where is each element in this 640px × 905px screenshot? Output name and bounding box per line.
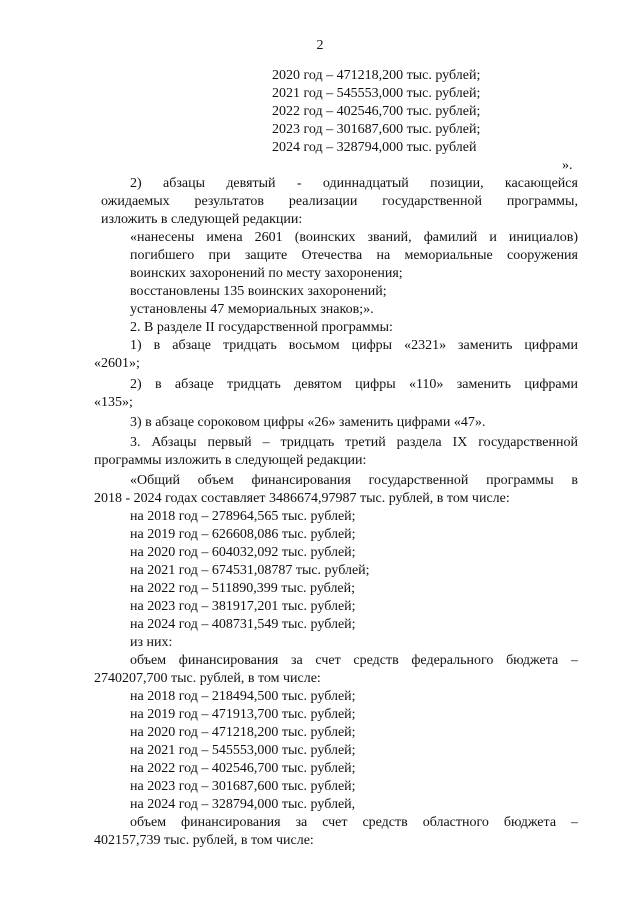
quote-line4: восстановлены 135 воинских захоронений; [130, 284, 387, 299]
word: программы, [506, 194, 578, 209]
word: позиции, [430, 176, 484, 191]
word: фамилий [423, 230, 478, 245]
word: программы [486, 473, 554, 488]
word: объем [130, 653, 167, 668]
word: сооружения [507, 248, 578, 263]
top-year-line: 2020 год – 471218,200 тыс. рублей; [272, 68, 481, 83]
word: IX [452, 435, 468, 450]
word: областного [422, 815, 489, 830]
word: ожидаемых [101, 194, 170, 209]
section2-title: 2. В разделе II государственной программы: [130, 320, 393, 335]
total-year-line: на 2018 год – 278964,565 тыс. рублей; [130, 509, 356, 524]
word: на [376, 248, 391, 263]
total-year-line: на 2022 год – 511890,399 тыс. рублей; [130, 581, 356, 596]
word: инициалов) [508, 230, 578, 245]
item2-line1 [130, 175, 578, 193]
word: восьмом [288, 338, 340, 353]
quote-line2 [130, 247, 578, 265]
word: тридцать [280, 435, 335, 450]
word: счет [322, 815, 348, 830]
item2-line3: изложить в следующей редакции: [101, 212, 303, 227]
word: заменить [456, 377, 512, 392]
section3-line2: программы изложить в следующей редакции: [94, 453, 367, 468]
word: третий [345, 435, 386, 450]
word: объем [130, 815, 167, 830]
word: федерального [411, 653, 494, 668]
federal-year-line: на 2020 год – 471218,200 тыс. рублей; [130, 725, 356, 740]
word: званий, [367, 230, 412, 245]
total-year-line: на 2021 год – 674531,08787 тыс. рублей; [130, 563, 370, 578]
word: заменить [458, 338, 513, 353]
total-year-line: на 2019 год – 626608,086 тыс. рублей; [130, 527, 356, 542]
word: защите [244, 248, 288, 263]
word: реализации [288, 194, 358, 209]
federal-line1 [130, 652, 578, 670]
word: абзацы [163, 176, 205, 191]
word: за [290, 653, 303, 668]
word: при [208, 248, 231, 263]
quote-line3: воинских захоронений по месту захоронения; [130, 266, 403, 281]
word: государственной [382, 194, 482, 209]
word: девятом [294, 377, 342, 392]
top-year-line: 2021 год – 545553,000 тыс. рублей; [272, 86, 481, 101]
word: «2321» [404, 338, 447, 353]
federal-year-line: на 2022 год – 402546,700 тыс. рублей; [130, 761, 356, 776]
word: - [296, 176, 302, 191]
word: одиннадцатый [322, 176, 409, 191]
word: и [489, 230, 497, 245]
word: цифрами [524, 338, 578, 353]
regional-line1 [130, 814, 578, 832]
federal-year-line: на 2018 год – 218494,500 тыс. рублей; [130, 689, 356, 704]
total-year-line: на 2024 год – 408731,549 тыс. рублей; [130, 617, 356, 632]
federal-year-line: на 2023 год – 301687,600 тыс. рублей; [130, 779, 356, 794]
s2-item2-line1 [130, 376, 578, 394]
total-year-line: на 2020 год – 604032,092 тыс. рублей; [130, 545, 356, 560]
word: средств [353, 653, 399, 668]
word: счет [315, 653, 341, 668]
top-year-line: 2024 год – 328794,000 тыс. рублей [272, 140, 477, 155]
s2-item3: 3) в абзаце сороковом цифры «26» заменить цифрами «47». [130, 415, 486, 430]
total-line1 [130, 472, 578, 490]
s2-item1-cont: «2601»; [94, 356, 140, 371]
s2-item1-line1 [130, 337, 578, 355]
word: – [570, 815, 578, 830]
word: Абзацы [151, 435, 197, 450]
word: имена [206, 230, 243, 245]
word: – [262, 435, 270, 450]
word: финансирования [181, 815, 281, 830]
word: финансирования [178, 653, 279, 668]
federal-year-line: на 2019 год – 471913,700 тыс. рублей; [130, 707, 356, 722]
word: раздела [396, 435, 442, 450]
word: тридцать [223, 338, 277, 353]
word: девятый [226, 176, 276, 191]
word: в [154, 377, 162, 392]
closing-quote: ». [562, 158, 573, 173]
word: – [570, 653, 578, 668]
s2-item2-cont: «135»; [94, 395, 133, 410]
page-number: 2 [316, 38, 324, 53]
word: Отечества [301, 248, 363, 263]
word: касающейся [504, 176, 578, 191]
federal-year-line: на 2024 год – 328794,000 тыс. рублей, [130, 797, 356, 812]
word: мемориальные [404, 248, 493, 263]
quote-line1 [130, 229, 578, 247]
word: государственной [368, 473, 469, 488]
word: цифрами [524, 377, 578, 392]
federal-line2: 2740207,700 тыс. рублей, в том числе: [94, 671, 321, 686]
word: 2) [130, 377, 142, 392]
of-them: из них: [130, 635, 173, 650]
word: бюджета [503, 815, 557, 830]
word: абзаце [174, 377, 214, 392]
word: (воинских [294, 230, 356, 245]
top-year-line: 2023 год – 301687,600 тыс. рублей; [272, 122, 481, 137]
word: 1) [130, 338, 142, 353]
word: 3. [130, 435, 141, 450]
word: 2) [130, 176, 142, 191]
word: первый [207, 435, 252, 450]
word: результатов [194, 194, 265, 209]
quote-line5: установлены 47 мемориальных знаков;». [130, 302, 374, 317]
item2-line2 [101, 193, 578, 211]
federal-year-line: на 2021 год – 545553,000 тыс. рублей; [130, 743, 356, 758]
word: за [295, 815, 308, 830]
word: 2601 [254, 230, 283, 245]
word: «Общий [130, 473, 180, 488]
top-year-line: 2022 год – 402546,700 тыс. рублей; [272, 104, 481, 119]
word: в [153, 338, 161, 353]
word: «нанесены [130, 230, 195, 245]
word: тридцать [227, 377, 281, 392]
word: объем [197, 473, 234, 488]
word: в [571, 473, 578, 488]
word: абзаце [172, 338, 212, 353]
total-year-line: на 2023 год – 381917,201 тыс. рублей; [130, 599, 356, 614]
word: цифры [355, 377, 396, 392]
regional-line2: 402157,739 тыс. рублей, в том числе: [94, 833, 314, 848]
word: цифры [351, 338, 393, 353]
word: бюджета [506, 653, 559, 668]
word: государственной [478, 435, 578, 450]
word: погибшего [130, 248, 195, 263]
section3-line1 [130, 434, 578, 452]
word: финансирования [251, 473, 351, 488]
word: «110» [408, 377, 444, 392]
word: средств [362, 815, 408, 830]
total-line2: 2018 - 2024 годах составляет 3486674,97987 тыс. рублей, в том числе: [94, 491, 510, 506]
